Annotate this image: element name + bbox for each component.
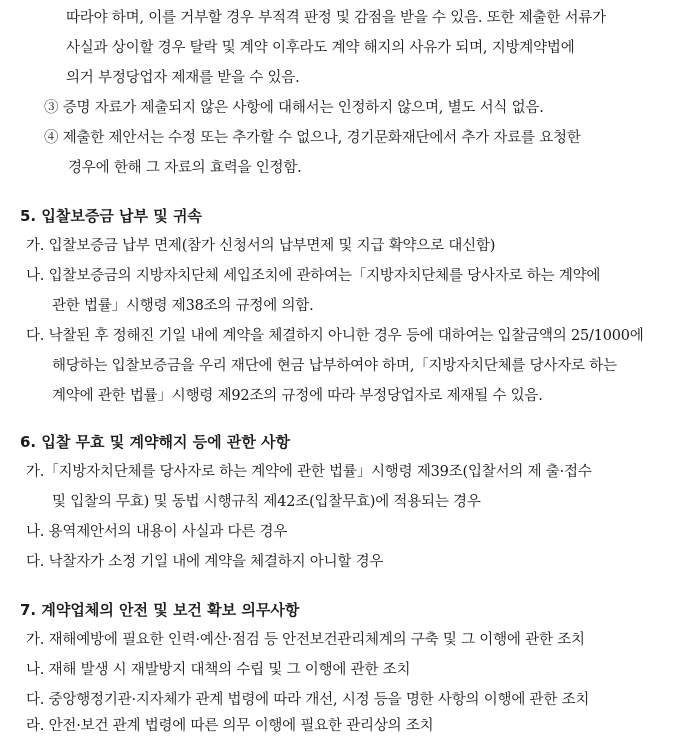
intro-line-2: 사실과 상이할 경우 탈락 및 계약 이후라도 계약 해지의 사유가 되며, 지방계약법에 [66, 40, 575, 56]
intro-item-4-line-1: ④ 제출한 제안서는 수정 또는 추가할 수 없으나, 경기문화재단에서 추가 자료를 요청한 [44, 130, 581, 146]
section-7-item-ra: 라. 안전·보건 관계 법령에 따른 의무 이행에 필요한 관리상의 조치 [26, 718, 434, 734]
intro-item-3: ③ 증명 자료가 제출되지 않은 사항에 대해서는 인정하지 않으며, 별도 서식 없음. [44, 100, 544, 116]
section-5-title: 5. 입찰보증금 납부 및 귀속 [20, 207, 202, 225]
section-5-item-na-line-1: 나. 입찰보증금의 지방자치단체 세입조치에 관하여는「지방자치단체를 당사자로 하는 계약에 [26, 268, 601, 284]
section-5-item-da-line-2: 해당하는 입찰보증금을 우리 재단에 현금 납부하여야 하며,「지방자치단체를 당사자로 하는 [52, 358, 617, 374]
section-5-item-da-line-3: 계약에 관한 법률」시행령 제92조의 규정에 따라 부정당업자로 제재될 수 있음. [52, 388, 543, 404]
section-7-item-na: 나. 재해 발생 시 재발방지 대책의 수립 및 그 이행에 관한 조치 [26, 662, 411, 678]
section-6-item-da: 다. 낙찰자가 소정 기일 내에 계약을 체결하지 아니할 경우 [26, 554, 384, 570]
section-6-item-na: 나. 용역제안서의 내용이 사실과 다른 경우 [26, 524, 288, 540]
intro-line-1: 따라야 하며, 이를 거부할 경우 부적격 판정 및 감점을 받을 수 있음. 또한 제출한 서류가 [66, 10, 606, 26]
section-7-item-da: 다. 중앙행정기관·지자체가 관계 법령에 따라 개선, 시정 등을 명한 사항의 이행에 관한 조치 [26, 692, 590, 708]
intro-line-3: 의거 부정당업자 제재를 받을 수 있음. [66, 70, 300, 86]
section-5-item-da-line-1: 다. 낙찰된 후 정해진 기일 내에 계약을 체결하지 아니한 경우 등에 대하여는 입찰금액의 25/1000에 [26, 328, 644, 344]
section-7-item-ga: 가. 재해예방에 필요한 인력·예산·점검 등 안전보건관리체계의 구축 및 그 이행에 관한 조치 [26, 632, 585, 648]
section-6-title: 6. 입찰 무효 및 계약해지 등에 관한 사항 [20, 433, 291, 451]
section-7-title: 7. 계약업체의 안전 및 보건 확보 의무사항 [20, 601, 300, 619]
intro-item-4-line-2: 경우에 한해 그 자료의 효력을 인정함. [68, 160, 302, 176]
section-6-item-ga-line-2: 및 입찰의 무효) 및 동법 시행규칙 제42조(입찰무효)에 적용되는 경우 [52, 494, 481, 510]
section-5-item-ga: 가. 입찰보증금 납부 면제(참가 신청서의 납부면제 및 지급 확약으로 대신함) [26, 238, 496, 254]
section-6-item-ga-line-1: 가.「지방자치단체를 당사자로 하는 계약에 관한 법률」시행령 제39조(입찰서의 제 출·접수 [26, 464, 592, 480]
section-5-item-na-line-2: 관한 법률」시행령 제38조의 규정에 의함. [52, 298, 314, 314]
